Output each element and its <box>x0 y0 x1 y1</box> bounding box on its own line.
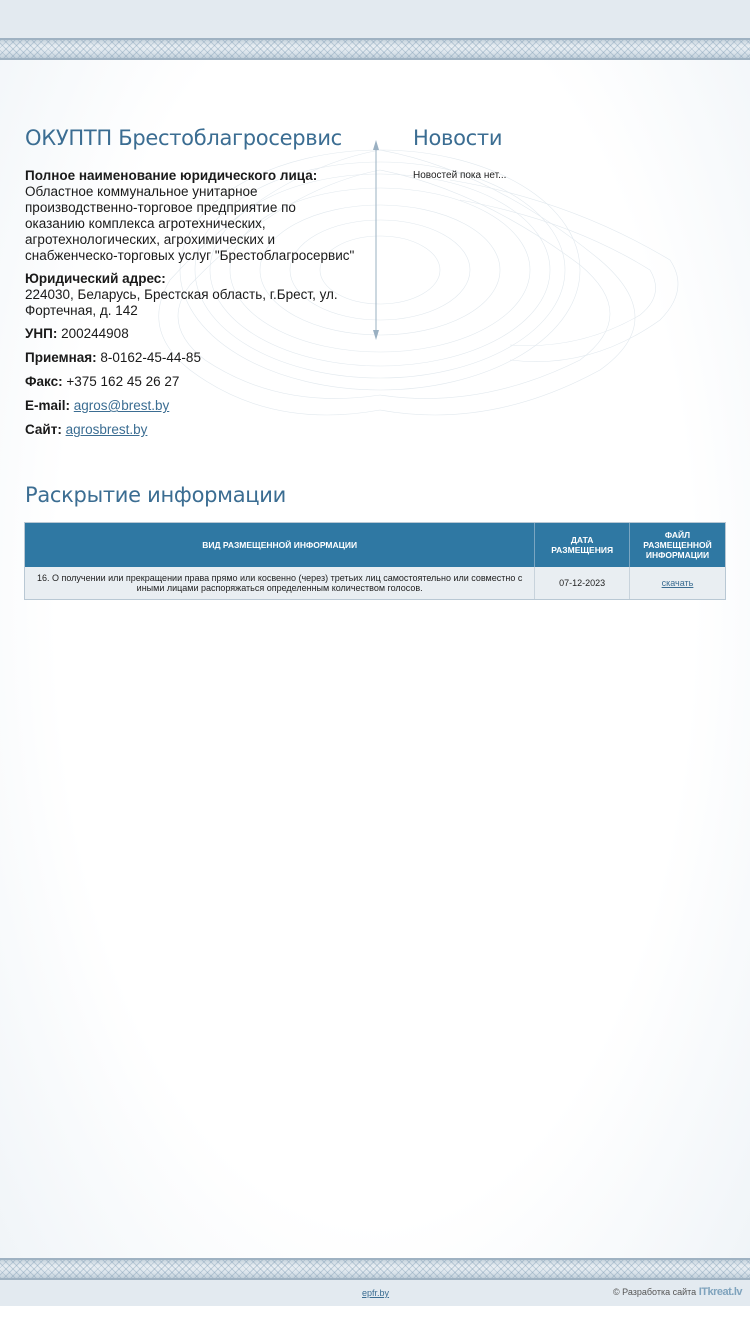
credit-prefix: © Разработка сайта <box>613 1287 697 1297</box>
email-label: E-mail: <box>25 398 71 413</box>
email-link[interactable]: agros@brest.by <box>73 398 170 413</box>
disclosure-title: Раскрытие информации <box>25 483 286 507</box>
unp-label: УНП: <box>25 326 58 341</box>
site-label: Сайт: <box>25 422 62 437</box>
column-header-info-type: ВИД РАЗМЕЩЕННОЙ ИНФОРМАЦИИ <box>25 523 535 567</box>
table-row <box>25 567 725 599</box>
table-header-row <box>25 523 725 567</box>
news-title: Новости <box>413 126 503 150</box>
top-band <box>0 0 750 38</box>
fax-value: +375 162 45 26 27 <box>66 374 180 389</box>
disclosure-table <box>25 523 725 599</box>
address-value: 224030, Беларусь, Брестская область, г.Брест, ул. Фортечная, д. 142 <box>25 287 338 318</box>
download-link[interactable]: скачать <box>661 578 694 588</box>
full-name-label: Полное наименование юридического лица: <box>25 168 318 183</box>
row-file-cell <box>630 567 726 599</box>
news-column <box>413 124 723 181</box>
company-details <box>25 168 355 438</box>
address-label: Юридический адрес: <box>25 271 166 286</box>
site-link[interactable]: agrosbrest.by <box>65 422 148 437</box>
fax-label: Факс: <box>25 374 63 389</box>
column-header-file: ФАЙЛ РАЗМЕЩЕННОЙ ИНФОРМАЦИИ <box>630 523 726 567</box>
unp-value: 200244908 <box>61 326 129 341</box>
reception-label: Приемная: <box>25 350 97 365</box>
footer-credit <box>613 1286 742 1298</box>
decorative-border-bottom <box>0 1258 750 1280</box>
credit-brand-logo[interactable]: ITkreat.lv <box>698 1286 742 1298</box>
company-title: ОКУПТП Брестоблагросервис <box>25 126 342 150</box>
row-date: 07-12-2023 <box>535 567 630 599</box>
reception-value: 8-0162-45-44-85 <box>100 350 201 365</box>
column-header-date: ДАТА РАЗМЕЩЕНИЯ <box>535 523 630 567</box>
full-name-value: Областное коммунальное унитарное производственно-торговое предприятие по оказанию комплекса агротехнических, агротехнологических, агрохимических и снабженческо-торговых услуг "Брестоблагросервис" <box>25 184 355 263</box>
decorative-border-top <box>0 38 750 60</box>
company-info-column <box>25 124 355 446</box>
footer-link[interactable]: epfr.by <box>362 1288 390 1298</box>
row-description: 16. О получении или прекращении права прямо или косвенно (через) третьих лиц самостоятельно или совместно с иными лицами распоряжаться определенным количеством голосов. <box>25 567 535 599</box>
news-empty-text: Новостей пока нет... <box>413 170 507 181</box>
column-divider <box>370 140 382 340</box>
